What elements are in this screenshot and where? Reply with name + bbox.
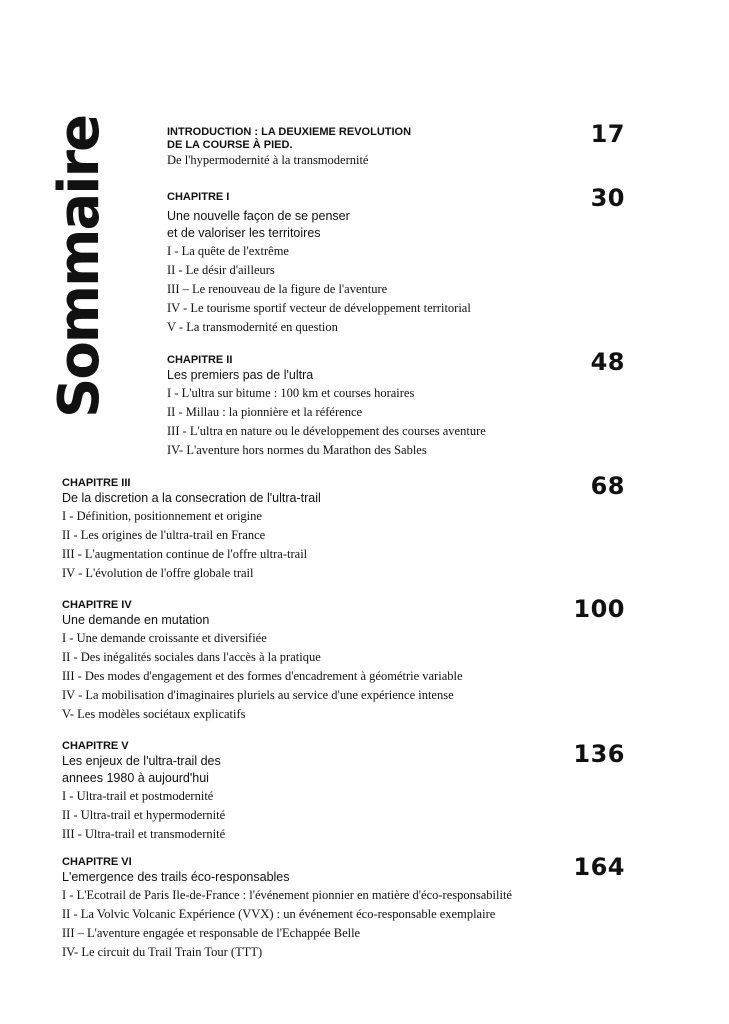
page-number-chapitre-3: 68	[590, 472, 625, 500]
chapter-item: II - Millau : la pionnière et la référence	[167, 405, 363, 419]
page-number-intro: 17	[590, 120, 625, 148]
section-chapitre-2	[167, 354, 486, 460]
chapter-subtitle-line2: et de valoriser les territoires	[167, 226, 321, 240]
chapter-subtitle: Une demande en mutation	[62, 613, 210, 627]
chapter-subtitle-line1: Une nouvelle façon de se penser	[167, 209, 350, 223]
chapter-item: II - Des inégalités sociales dans l'accès à la pratique	[62, 650, 321, 664]
chapter-item: III – Le renouveau de la figure de l'aventure	[167, 282, 388, 296]
page-number-chapitre-1: 30	[590, 184, 625, 212]
chapter-item: I - Ultra-trail et postmodernité	[62, 789, 214, 803]
intro-heading-line1: INTRODUCTION : LA DEUXIEME REVOLUTION	[167, 126, 412, 138]
chapter-item: IV - La mobilisation d'imaginaires pluriels au service d'une expérience intense	[62, 688, 454, 702]
chapter-heading: CHAPITRE VI	[62, 856, 132, 868]
chapter-item: II - Les origines de l'ultra-trail en France	[62, 528, 266, 542]
chapter-item: V- Les modèles sociétaux explicatifs	[62, 707, 246, 721]
page-number-chapitre-6: 164	[573, 853, 625, 881]
section-chapitre-3	[62, 477, 321, 583]
chapter-item: IV- Le circuit du Trail Train Tour (TTT)	[62, 945, 263, 959]
chapter-item: III - L'augmentation continue de l'offre ultra-trail	[62, 547, 308, 561]
chapter-item: I - La quête de l'extrême	[167, 244, 289, 258]
chapter-subtitle: De la discretion a la consecration de l'ultra-trail	[62, 491, 321, 505]
chapter-item: I - Une demande croissante et diversifiée	[62, 631, 267, 645]
chapter-item: I - L'ultra sur bitume : 100 km et courses horaires	[167, 386, 415, 400]
chapter-item: IV - Le tourisme sportif vecteur de développement territorial	[167, 301, 471, 315]
chapter-heading: CHAPITRE III	[62, 477, 131, 489]
chapter-subtitle: Les premiers pas de l'ultra	[167, 368, 314, 382]
chapter-item: IV - L'évolution de l'offre globale trail	[62, 566, 254, 580]
chapter-heading: CHAPITRE V	[62, 740, 129, 752]
chapter-item: V - La transmodernité en question	[167, 320, 338, 334]
chapter-heading: CHAPITRE II	[167, 354, 233, 366]
chapter-item: IV- L'aventure hors normes du Marathon des Sables	[167, 443, 427, 457]
chapter-item: III – L'aventure engagée et responsable de l'Echappée Belle	[62, 926, 361, 940]
chapter-subtitle: L'emergence des trails éco-responsables	[62, 870, 290, 884]
section-chapitre-5	[62, 740, 225, 844]
intro-subtitle: De l'hypermodernité à la transmodernité	[167, 153, 369, 167]
section-chapitre-1	[167, 191, 471, 337]
chapter-item: II - La Volvic Volcanic Expérience (VVX) : un événement éco-responsable exemplaire	[62, 907, 496, 921]
sommaire-title: Sommaire	[47, 115, 112, 418]
chapter-item: II - Ultra-trail et hypermodernité	[62, 808, 226, 822]
chapter-subtitle-line2: annees 1980 à aujourd'hui	[62, 771, 209, 785]
section-introduction	[167, 126, 411, 168]
section-chapitre-4	[62, 599, 463, 724]
intro-heading-line2: DE LA COURSE À PIED.	[167, 139, 293, 151]
chapter-item: I - Définition, positionnement et origine	[62, 509, 262, 523]
chapter-item: II - Le désir d'ailleurs	[167, 263, 275, 277]
chapter-heading: CHAPITRE IV	[62, 599, 132, 611]
chapter-item: I - L'Ecotrail de Paris Ile-de-France : l'événement pionnier en matière d'éco-responsabilité	[62, 888, 512, 902]
chapter-heading: CHAPITRE I	[167, 191, 230, 203]
page-number-chapitre-5: 136	[573, 740, 625, 768]
chapter-subtitle-line1: Les enjeux de l'ultra-trail des	[62, 754, 221, 768]
chapter-item: III - L'ultra en nature ou le développement des courses aventure	[167, 424, 486, 438]
page-number-chapitre-2: 48	[590, 348, 625, 376]
chapter-item: III - Ultra-trail et transmodernité	[62, 827, 226, 841]
section-chapitre-6	[62, 856, 512, 962]
chapter-item: III - Des modes d'engagement et des formes d'encadrement à géométrie variable	[62, 669, 463, 683]
page-number-chapitre-4: 100	[573, 595, 625, 623]
